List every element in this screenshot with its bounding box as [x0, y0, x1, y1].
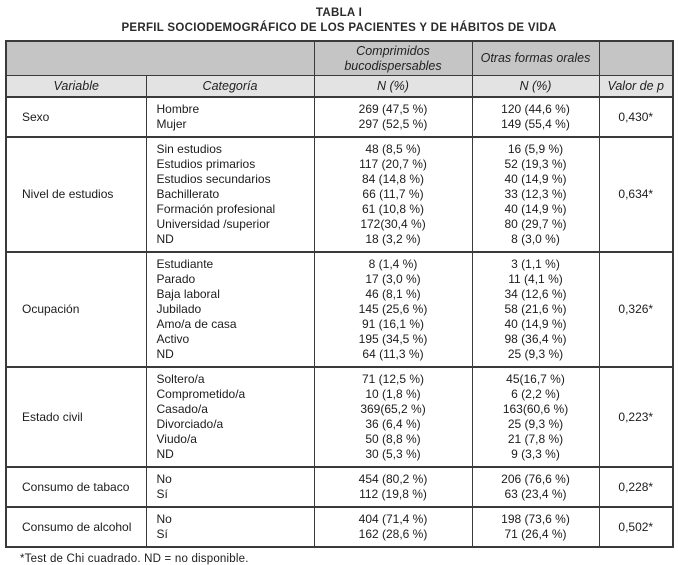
table-body	[6, 97, 673, 547]
cell-line: 21 (7,8 %)	[507, 432, 564, 446]
pvalue-cell	[599, 97, 673, 137]
cell-line: 172(30,4 %)	[360, 217, 426, 231]
group-header-otras: Otras formas orales	[472, 41, 599, 76]
cell-line: 369(65,2 %)	[360, 402, 426, 416]
cell-line: Mujer	[156, 117, 187, 131]
col-header-n-otras: N (%)	[472, 76, 599, 98]
comprimidos-cell	[314, 97, 472, 137]
cell-line: 25 (9,3 %)	[507, 417, 564, 431]
cell-line: 10 (1,8 %)	[365, 387, 421, 401]
otras-cell	[472, 252, 599, 367]
comprimidos-cell	[314, 137, 472, 252]
cell-line: 91 (16,1 %)	[361, 317, 425, 331]
cell-line: 61 (10,8 %)	[361, 202, 425, 216]
cell-line: 0,223*	[618, 409, 654, 424]
cell-line: Sí	[156, 527, 168, 541]
cell-line: 58 (21,6 %)	[504, 302, 567, 316]
cell-line: 84 (14,8 %)	[361, 172, 425, 186]
group-header-comprimidos: Comprimidos bucodispersables	[314, 41, 472, 76]
cell-line: 120 (44,6 %)	[501, 102, 570, 116]
cell-line: 9 (3,3 %)	[511, 447, 560, 461]
column-header-row	[6, 76, 673, 98]
cell-line: Baja laboral	[156, 287, 220, 301]
cell-line: Viudo/a	[156, 432, 197, 446]
cell-line: Ocupación	[22, 302, 80, 316]
cell-line: 63 (23,4 %)	[504, 487, 567, 501]
cell-line: Estudiante	[156, 257, 214, 271]
cell-line: 40 (14,9 %)	[504, 202, 567, 216]
table-row	[6, 137, 673, 252]
group-header-row	[6, 41, 673, 76]
cell-line: Nivel de estudios	[22, 187, 114, 201]
cell-line: 34 (12,6 %)	[504, 287, 567, 301]
variable-cell	[6, 367, 146, 467]
cell-line: 145 (25,6 %)	[358, 302, 428, 316]
cell-line: 117 (20,7 %)	[359, 157, 427, 171]
cell-line: 0,430*	[618, 109, 654, 124]
variable-cell	[6, 97, 146, 137]
pvalue-cell	[599, 367, 673, 467]
cell-line: 50 (8,8 %)	[365, 432, 421, 446]
cell-line: No	[156, 512, 172, 526]
cell-line: Consumo de alcohol	[22, 519, 132, 534]
cell-line: 11 (4,1 %)	[508, 272, 563, 286]
cell-line: Jubilado	[156, 302, 202, 316]
cell-line: 66 (11,7 %)	[362, 187, 424, 201]
cell-line: 71 (26,4 %)	[504, 527, 567, 541]
cell-line: Comprometido/a	[156, 387, 246, 401]
cell-line: 454 (80,2 %)	[358, 472, 428, 486]
sociodemographic-table	[5, 40, 674, 548]
cell-line: 48 (8,5 %)	[365, 142, 421, 156]
cell-line: 404 (71,4 %)	[358, 512, 428, 526]
cell-line: 98 (36,4 %)	[504, 332, 567, 346]
cell-line: 3 (1,1 %)	[511, 257, 560, 271]
comprimidos-cell	[314, 367, 472, 467]
cell-line: 64 (11,3 %)	[362, 347, 424, 361]
cell-line: ND	[156, 232, 174, 246]
categoria-cell	[146, 97, 314, 137]
categoria-cell	[146, 467, 314, 507]
cell-line: 8 (3,0 %)	[511, 232, 560, 246]
cell-line: 80 (29,7 %)	[504, 217, 567, 231]
variable-cell	[6, 137, 146, 252]
pvalue-cell	[599, 507, 673, 547]
col-header-categoria: Categoría	[146, 76, 314, 98]
cell-line: 0,228*	[618, 479, 654, 494]
cell-line: 33 (12,3 %)	[504, 187, 567, 201]
comprimidos-cell	[314, 467, 472, 507]
cell-line: 8 (1,4 %)	[368, 257, 418, 271]
cell-line: 36 (6,4 %)	[365, 417, 421, 431]
cell-line: Sin estudios	[156, 142, 222, 156]
otras-cell	[472, 507, 599, 547]
otras-cell	[472, 137, 599, 252]
col-header-variable: Variable	[6, 76, 146, 98]
comprimidos-cell	[314, 507, 472, 547]
variable-cell	[6, 507, 146, 547]
cell-line: 16 (5,9 %)	[507, 142, 564, 156]
categoria-cell	[146, 252, 314, 367]
cell-line: 112 (19,8 %)	[359, 487, 427, 501]
cell-line: 6 (2,2 %)	[511, 387, 560, 401]
cell-line: Divorciado/a	[156, 417, 224, 431]
cell-line: ND	[156, 447, 174, 461]
pvalue-cell	[599, 252, 673, 367]
cell-line: 71 (12,5 %)	[361, 372, 425, 386]
comprimidos-cell	[314, 252, 472, 367]
cell-line: 0,326*	[618, 302, 654, 316]
cell-line: 40 (14,9 %)	[504, 172, 567, 186]
cell-line: ND	[156, 347, 174, 361]
table-row	[6, 367, 673, 467]
cell-line: Parado	[156, 272, 196, 286]
group-header-pvalue-spacer	[599, 41, 673, 76]
otras-cell	[472, 367, 599, 467]
cell-line: Universidad /superior	[156, 217, 270, 231]
variable-cell	[6, 467, 146, 507]
cell-line: No	[156, 472, 172, 486]
cell-line: 198 (73,6 %)	[501, 512, 570, 526]
table-row	[6, 97, 673, 137]
cell-line: 17 (3,0 %)	[365, 272, 421, 286]
cell-line: Estado civil	[22, 409, 83, 424]
cell-line: Sexo	[22, 109, 50, 124]
categoria-cell	[146, 367, 314, 467]
col-header-n-comprimidos: N (%)	[314, 76, 472, 98]
footnote: *Test de Chi cuadrado. ND = no disponible.	[20, 553, 249, 565]
cell-line: Estudios secundarios	[156, 172, 271, 186]
cell-line: 297 (52,5 %)	[358, 117, 428, 131]
table-caption	[5, 4, 673, 35]
table-subtitle: PERFIL SOCIODEMOGRÁFICO DE LOS PACIENTES Y DE HÁBITOS DE VIDA	[121, 22, 557, 34]
cell-line: 46 (8,1 %)	[365, 287, 421, 301]
cell-line: Sí	[156, 487, 168, 501]
cell-line: 163(60,6 %)	[502, 402, 569, 416]
cell-line: 0,502*	[618, 519, 654, 534]
col-header-valor-p: Valor de p	[599, 76, 673, 98]
corner-spacer-cell	[6, 41, 314, 76]
table-row	[6, 467, 673, 507]
cell-line: 206 (76,6 %)	[501, 472, 570, 486]
cell-line: 162 (28,6 %)	[358, 527, 428, 541]
cell-line: 18 (3,2 %)	[365, 232, 421, 246]
categoria-cell	[146, 137, 314, 252]
table-row	[6, 507, 673, 547]
cell-line: Consumo de tabaco	[22, 479, 130, 494]
categoria-cell	[146, 507, 314, 547]
cell-line: Bachillerato	[156, 187, 220, 201]
table-row	[6, 252, 673, 367]
otras-cell	[472, 97, 599, 137]
variable-cell	[6, 252, 146, 367]
cell-line: Formación profesional	[156, 202, 276, 216]
cell-line: 45(16,7 %)	[506, 372, 565, 386]
cell-line: Estudios primarios	[156, 157, 256, 171]
cell-line: 149 (55,4 %)	[501, 117, 570, 131]
cell-line: Amo/a de casa	[156, 317, 237, 331]
cell-line: Casado/a	[156, 402, 208, 416]
cell-line: 52 (19,3 %)	[504, 157, 567, 171]
cell-line: 30 (5,3 %)	[365, 447, 421, 461]
pvalue-cell	[599, 467, 673, 507]
pvalue-cell	[599, 137, 673, 252]
cell-line: 40 (14,9 %)	[504, 317, 567, 331]
cell-line: 0,634*	[618, 187, 654, 201]
cell-line: 269 (47,5 %)	[358, 102, 428, 116]
cell-line: 25 (9,3 %)	[507, 347, 564, 361]
cell-line: 195 (34,5 %)	[358, 332, 428, 346]
otras-cell	[472, 467, 599, 507]
table-title: TABLA I	[315, 7, 363, 19]
cell-line: Activo	[156, 332, 190, 346]
cell-line: Hombre	[156, 102, 200, 116]
cell-line: Soltero/a	[156, 372, 205, 386]
